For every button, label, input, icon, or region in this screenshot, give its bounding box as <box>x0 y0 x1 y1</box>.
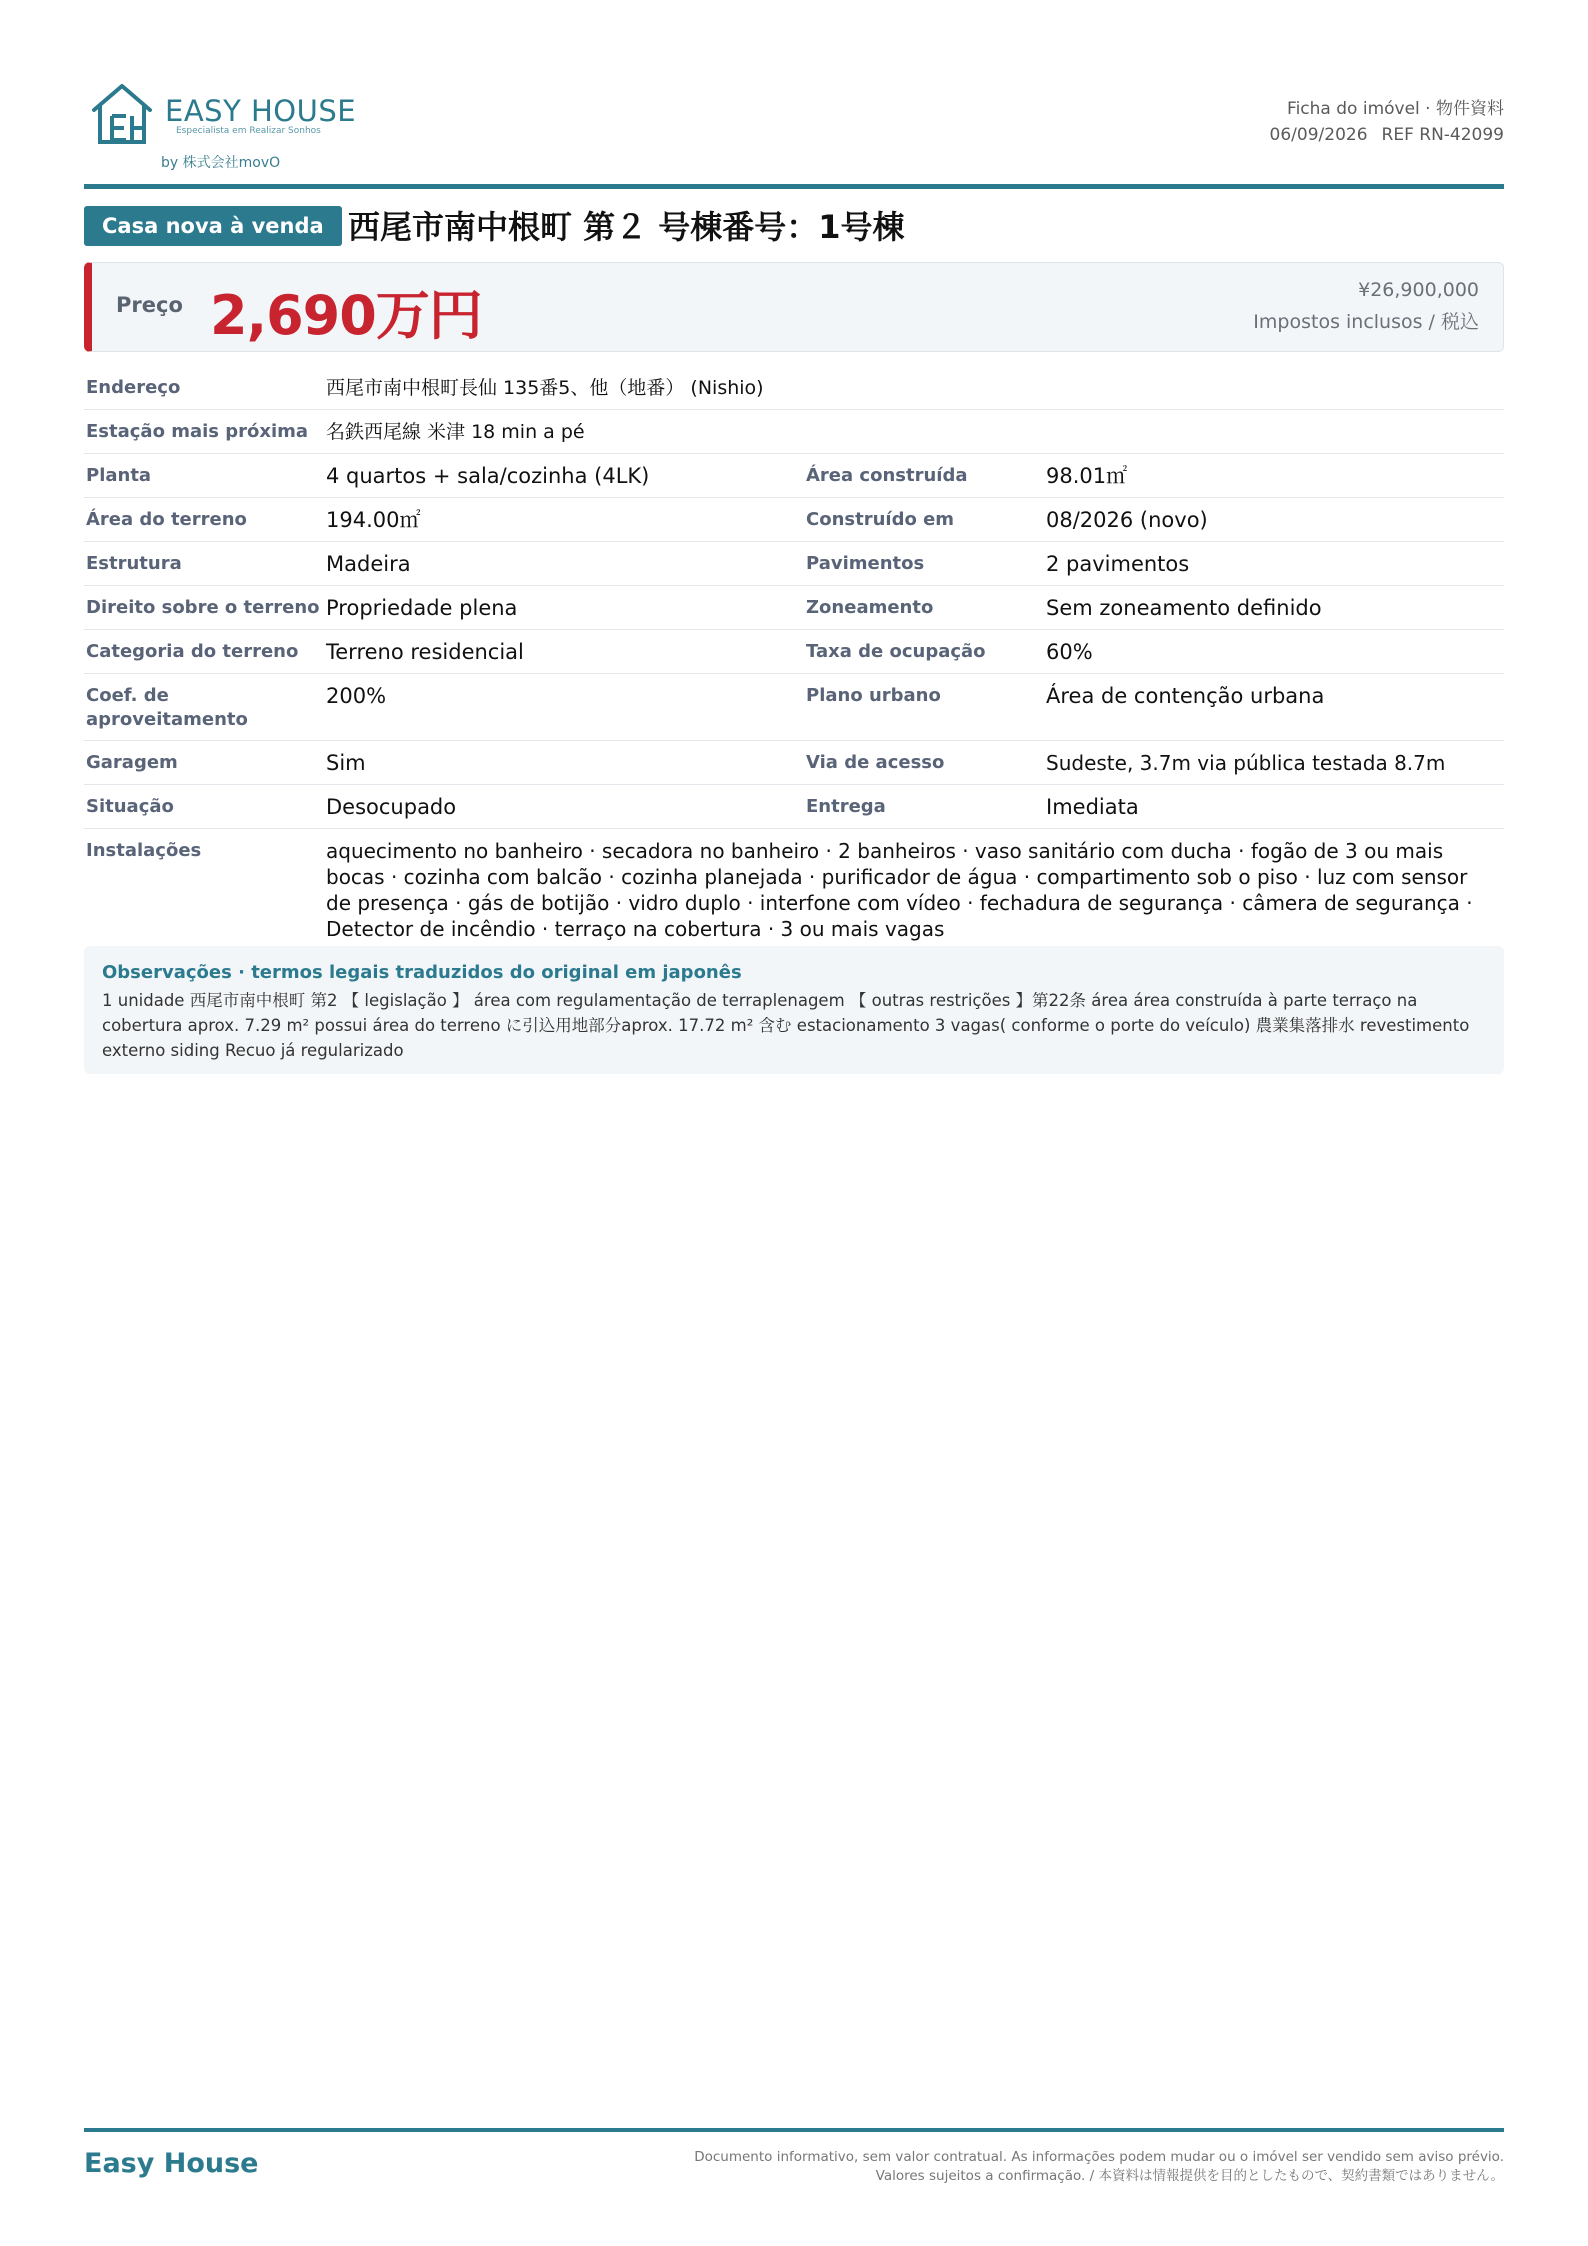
spec-label: Zoneamento <box>806 597 934 618</box>
spec-row <box>84 498 1504 542</box>
spec-label: Via de acesso <box>806 752 945 773</box>
spec-value-zoning: Sem zoneamento definido <box>1046 596 1322 620</box>
spec-label: Categoria do terreno <box>86 641 299 662</box>
listing-title: 西尾市南中根町 第２ 号棟番号：1号棟 <box>348 208 905 246</box>
document-type: Ficha do imóvel · 物件資料 <box>1287 99 1504 119</box>
spec-value-far: 200% <box>326 684 387 708</box>
spec-value-station: 名鉄西尾線 米津 18 min a pé <box>326 421 585 443</box>
spec-value-address: 西尾市南中根町長仙 135番5、他（地番） (Nishio) <box>326 377 764 399</box>
spec-value-coverage: 60% <box>1046 640 1093 664</box>
spec-row <box>84 410 1504 454</box>
price-label: Preço <box>116 293 183 317</box>
spec-value-land-rights: Propriedade plena <box>326 596 518 620</box>
spec-value-facilities: aquecimento no banheiro · secadora no banheiro · 2 banheiros · vaso sanitário com ducha · fogão de 3 ou mais bocas · cozinha com balcão · cozinha planejada · purificador de água · compartimento sob o piso · luz com sensor de presença · gás de botijão · vidro duplo · interfone com vídeo · fechadura de segurança · câmera de segurança · Detector de incêndio · terraço na cobertura · 3 ou mais vagas <box>326 839 1473 941</box>
spec-row <box>84 542 1504 586</box>
header-divider <box>84 184 1504 189</box>
spec-label: Instalações <box>86 840 202 861</box>
spec-value-built-area: 98.01㎡ <box>1046 464 1128 488</box>
footer-disclaimer: Documento informativo, sem valor contratual. As informações podem mudar ou o imóvel ser vendido sem aviso prévio. Valores sujeitos a confirmação. / 本資料は情報提供を目的としたもので、契約書類ではありません。 <box>694 2149 1504 2184</box>
spec-label: Plano urbano <box>806 685 941 706</box>
price-box <box>84 262 1504 352</box>
spec-value-access-road: Sudeste, 3.7m via pública testada 8.7m <box>1046 751 1446 775</box>
document-date: 06/09/2026 <box>1269 125 1368 145</box>
house-logo-icon <box>90 82 154 146</box>
spec-label: Endereço <box>86 377 181 398</box>
price-value: 2,690万円 <box>210 284 482 347</box>
spec-label: Área do terreno <box>86 509 247 530</box>
spec-row <box>84 785 1504 829</box>
spec-label: Pavimentos <box>806 553 925 574</box>
spec-value-layout: 4 quartos + sala/cozinha (4LK) <box>326 464 650 488</box>
spec-label: Entrega <box>806 796 886 817</box>
brand-name: EASY HOUSE <box>165 94 357 128</box>
footer-divider <box>84 2128 1504 2132</box>
spec-value-land-area: 194.00㎡ <box>326 508 421 532</box>
spec-row <box>84 829 1504 951</box>
spec-label: Estrutura <box>86 553 182 574</box>
spec-row <box>84 366 1504 410</box>
spec-value-urban-plan: Área de contenção urbana <box>1046 684 1325 708</box>
spec-row <box>84 741 1504 785</box>
spec-label: Garagem <box>86 752 178 773</box>
price-yen: ¥26,900,000 <box>1358 279 1479 301</box>
document-ref: REF RN-42099 <box>1381 125 1504 145</box>
spec-table <box>84 366 1504 951</box>
spec-value-status: Desocupado <box>326 795 457 819</box>
spec-label: Construído em <box>806 509 955 530</box>
spec-row <box>84 586 1504 630</box>
spec-value-delivery: Imediata <box>1046 795 1139 819</box>
spec-value-built-in: 08/2026 (novo) <box>1046 508 1208 532</box>
spec-label: Planta <box>86 465 152 486</box>
title-row <box>84 206 1504 248</box>
spec-label: Situação <box>86 796 174 817</box>
spec-label: Coef. de aproveitamento <box>86 685 248 730</box>
brand-company: by 株式会社movO <box>161 155 281 171</box>
spec-label: Área construída <box>806 465 968 486</box>
price-tax-note: Impostos inclusos / 税込 <box>1253 311 1479 333</box>
spec-label: Direito sobre o terreno <box>86 597 320 618</box>
spec-value-floors: 2 pavimentos <box>1046 552 1190 576</box>
spec-row <box>84 454 1504 498</box>
spec-value-land-category: Terreno residencial <box>326 640 524 664</box>
brand-logo <box>90 82 410 182</box>
brand-tagline: Especialista em Realizar Sonhos <box>176 126 321 136</box>
spec-value-structure: Madeira <box>326 552 411 576</box>
notes-text: 1 unidade 西尾市南中根町 第2 【 legislação 】 área com regulamentação de terraplenagem 【 outras restrições 】第22条 área área construída à parte terraço na cobertura aprox. 7.29 m² possui área do terreno に引込用地部分aprox. 17.72 m² 含む estacionamento 3 vagas( conforme o porte do veículo) 農業集落排水 revestimento externo siding Recuo já regularizado <box>102 991 1470 1060</box>
notes-box <box>84 946 1504 1074</box>
spec-row <box>84 674 1504 741</box>
document-meta <box>1270 96 1504 148</box>
spec-label: Taxa de ocupação <box>806 641 986 662</box>
spec-label: Estação mais próxima <box>86 421 309 442</box>
spec-value-garage: Sim <box>326 751 366 775</box>
spec-row <box>84 630 1504 674</box>
header <box>84 78 1504 188</box>
footer-brand: Easy House <box>84 2148 259 2179</box>
notes-title: Observações · termos legais traduzidos do original em japonês <box>102 962 742 983</box>
listing-type-badge: Casa nova à venda <box>84 206 342 246</box>
property-sheet <box>84 0 1504 2246</box>
